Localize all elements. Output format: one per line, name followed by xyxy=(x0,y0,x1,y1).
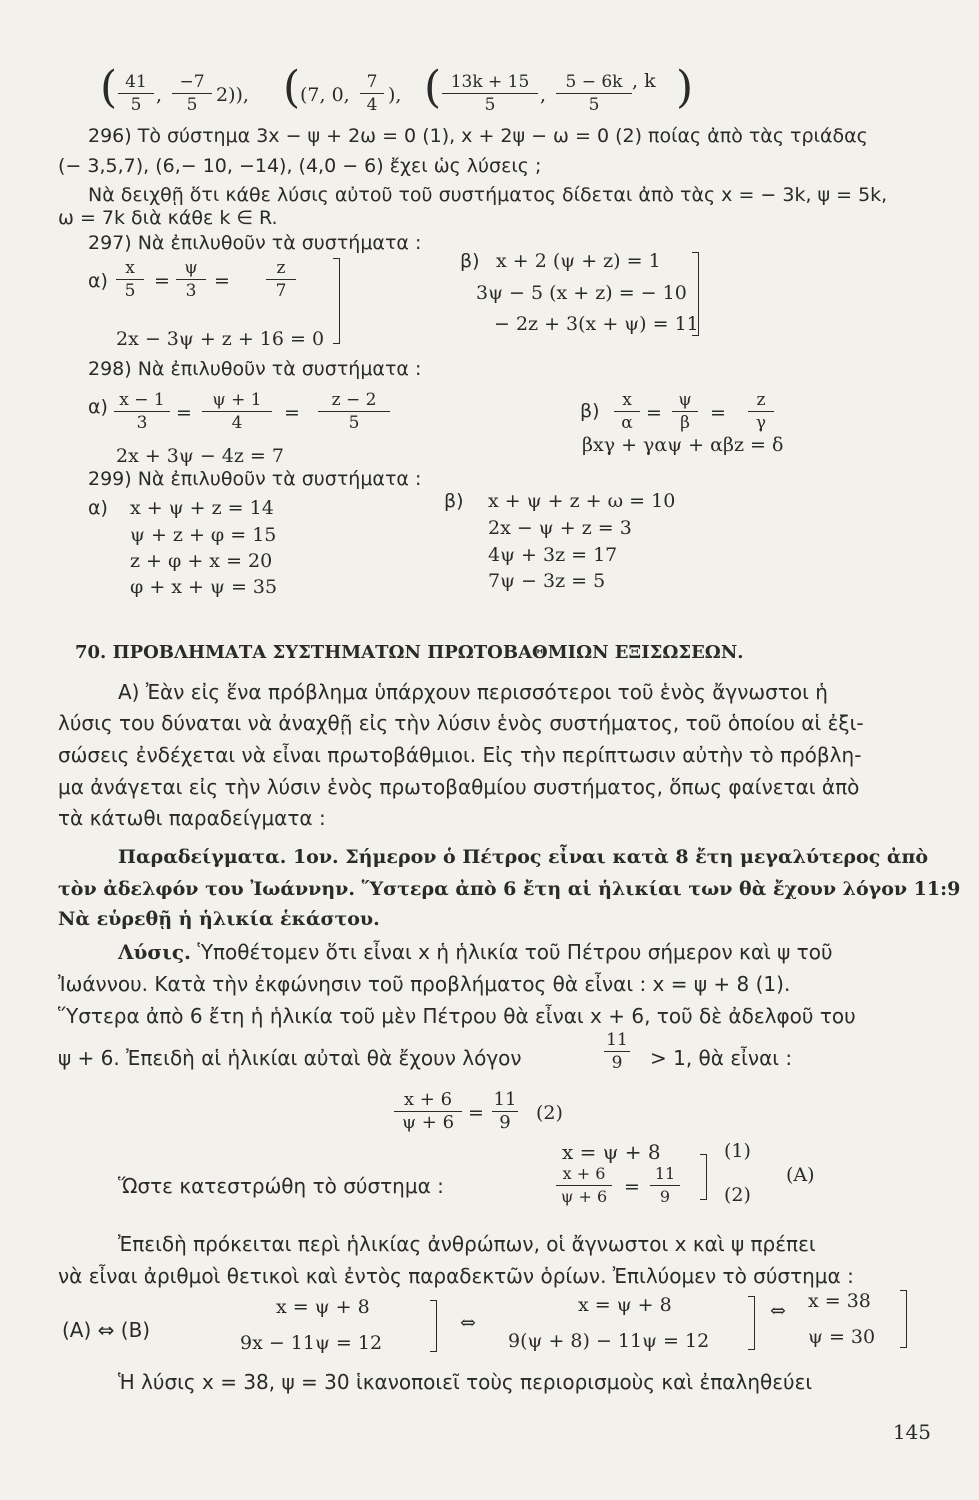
equation: 2x − 3ψ + z + 16 = 0 xyxy=(116,328,325,350)
fraction xyxy=(172,72,212,115)
paragraph-line: Α) Ἐὰν εἰς ἕνα πρόβλημα ὑπάρχουν περισσότεροι τοῦ ἑνὸς ἄγνωστοι ἡ xyxy=(118,680,828,704)
denominator: 5 xyxy=(124,281,136,301)
equals: = xyxy=(646,402,662,424)
equation: − 2z + 3(x + ψ) = 11 xyxy=(494,313,699,335)
denominator: 9 xyxy=(499,1112,511,1133)
equation: 9x − 11ψ = 12 xyxy=(240,1332,383,1354)
numerator: 11 xyxy=(654,1164,676,1183)
comma: , xyxy=(540,84,547,106)
equation: x + ψ + z = 14 xyxy=(130,497,274,519)
equation: 3ψ − 5 (x + z) = − 10 xyxy=(476,282,687,304)
equation: x = ψ + 8 xyxy=(562,1140,661,1164)
system-brace xyxy=(333,258,340,344)
equals: = xyxy=(624,1176,640,1198)
item-label: β) xyxy=(580,400,600,422)
fraction xyxy=(114,390,170,433)
fraction xyxy=(176,258,206,301)
numerator: ψ xyxy=(184,258,198,278)
exercise-299-title: 299) Νὰ ἐπιλυθοῦν τὰ συστήματα : xyxy=(88,468,422,490)
equals: = xyxy=(154,270,170,292)
denominator: 5 xyxy=(484,95,496,115)
exercise-298-title: 298) Νὰ ἐπιλυθοῦν τὰ συστήματα : xyxy=(88,358,422,380)
paragraph-line: Ἐπειδὴ πρόκειται περὶ ἡλικίας ἀνθρώπων, οἱ ἄγνωστοι x καὶ ψ πρέπει xyxy=(118,1232,816,1256)
example-line: Παραδείγματα. 1ον. Σήμερον ὁ Πέτρος εἶναι κατὰ 8 ἔτη μεγαλύτερος ἀπὸ xyxy=(118,846,929,868)
exercise-296-line: ω = 7k διὰ κάθε k ∈ R. xyxy=(58,207,278,229)
system-brace xyxy=(900,1290,907,1348)
exercise-297-title: 297) Νὰ ἐπιλυθοῦν τὰ συστήματα : xyxy=(88,232,422,254)
fraction xyxy=(672,390,698,433)
fraction xyxy=(394,1090,462,1133)
equation: 2x − ψ + z = 3 xyxy=(488,517,632,539)
equation: z + φ + x = 20 xyxy=(130,550,273,572)
fraction xyxy=(614,390,640,433)
numerator: 41 xyxy=(125,72,147,92)
equation: 9(ψ + 8) − 11ψ = 12 xyxy=(508,1330,710,1352)
equation: x + 2 (ψ + z) = 1 xyxy=(496,250,661,272)
equation: x + ψ + z + ω = 10 xyxy=(488,490,676,512)
numerator: 11 xyxy=(493,1089,517,1110)
numerator: x xyxy=(125,258,135,278)
fraction xyxy=(118,72,154,115)
numerator: x + 6 xyxy=(562,1164,606,1183)
denominator: 9 xyxy=(611,1053,623,1073)
equation: 4ψ + 3z = 17 xyxy=(488,544,618,566)
exercise-296-line: 296) Τὸ σύστημα 3x − ψ + 2ω = 0 (1), x + 2ψ − ω = 0 (2) ποίας ἀπὸ τὰς τριάδας xyxy=(88,125,868,147)
equals: = xyxy=(214,270,230,292)
paragraph-line: Ἡ λύσις x = 38, ψ = 30 ἱκανοποιεῖ τοὺς περιορισμοὺς καὶ ἐπαληθεύει xyxy=(118,1370,813,1394)
denominator: β xyxy=(680,413,690,433)
tuple-text: 2)), xyxy=(216,84,249,106)
fraction xyxy=(492,1090,518,1133)
denominator: 4 xyxy=(231,413,243,433)
item-label: β) xyxy=(444,490,464,512)
numerator: 11 xyxy=(606,1030,628,1050)
equals: = xyxy=(710,402,726,424)
paren: ( xyxy=(424,62,442,113)
comma: , xyxy=(156,84,163,106)
section-heading: 70. ΠΡΟΒΛΗΜΑΤΑ ΣΥΣΤΗΜΑΤΩΝ ΠΡΩΤΟΒΑΘΜΙΩΝ ΕΞΙΣΩΣΕΩΝ. xyxy=(75,642,744,663)
system-intro: Ὥστε κατεστρώθη τὸ σύστημα : xyxy=(118,1174,444,1198)
equation-tag: (2) xyxy=(724,1184,751,1206)
equation: ψ + z + φ = 15 xyxy=(130,524,277,546)
paragraph-line: νὰ εἶναι ἀριθμοὶ θετικοὶ καὶ ἐντὸς παραδεκτῶν ὁρίων. Ἐπιλύομεν τὸ σύστημα : xyxy=(58,1264,854,1288)
solution-label: Λύσις. xyxy=(118,940,191,964)
denominator: 5 xyxy=(348,413,360,433)
equals: = xyxy=(284,402,300,424)
denominator: ψ + 6 xyxy=(401,1112,455,1133)
item-label: α) xyxy=(88,396,108,418)
system-brace xyxy=(430,1300,437,1352)
equals: = xyxy=(468,1102,484,1124)
numerator: x xyxy=(622,390,632,410)
fraction xyxy=(748,390,774,433)
fraction xyxy=(360,72,384,115)
equation: x = 38 xyxy=(808,1290,871,1312)
paren: ( xyxy=(100,62,118,113)
equivalence-label: (A) ⇔ (B) xyxy=(62,1318,151,1342)
ratio-text: ψ + 6. Ἐπειδὴ αἱ ἡλικίαι αὐταὶ θὰ ἔχουν λόγον xyxy=(58,1046,522,1070)
denominator: 3 xyxy=(136,413,148,433)
equation-tag: (2) xyxy=(536,1102,563,1124)
denominator: 4 xyxy=(366,95,378,115)
fraction xyxy=(556,72,632,115)
exercise-296-line: Νὰ δειχθῇ ὅτι κάθε λύσις αὐτοῦ τοῦ συστήματος δίδεται ἀπὸ τὰς x = − 3k, ψ = 5k, xyxy=(88,184,888,206)
system-brace xyxy=(748,1296,755,1350)
system-brace xyxy=(700,1154,707,1200)
paragraph-line: τὰ κάτωθι παραδείγματα : xyxy=(58,806,326,830)
fraction xyxy=(116,258,144,301)
equivalence-arrow: ⇔ xyxy=(460,1312,476,1334)
example-line: τὸν ἀδελφόν του Ἰωάννην. Ὕστερα ἀπὸ 6 ἔτη αἱ ἡλικίαι των θὰ ἔχουν λόγον 11:9 xyxy=(58,878,961,900)
item-label: α) xyxy=(88,497,108,519)
example-line: Νὰ εὑρεθῇ ἡ ἡλικία ἑκάστου. xyxy=(58,908,380,930)
numerator: z xyxy=(756,390,766,410)
equation: βxγ + γαψ + αβz = δ xyxy=(582,434,784,456)
equation: 7ψ − 3z = 5 xyxy=(488,570,606,592)
paragraph-line: μα ἀνάγεται εἰς τὴν λύσιν ἑνὸς πρωτοβαθμίου συστήματος, ὅπως φαίνεται ἀπὸ xyxy=(58,775,860,799)
solution-line xyxy=(118,940,833,964)
equivalence-arrow: ⇔ xyxy=(770,1300,786,1322)
fraction xyxy=(442,72,538,115)
solution-line: Ὕστερα ἀπὸ 6 ἔτη ἡ ἡλικία τοῦ μὲν Πέτρου θὰ εἶναι x + 6, τοῦ δὲ ἀδελφοῦ του xyxy=(58,1004,856,1028)
solution-text: Ὑποθέτομεν ὅτι εἶναι x ἡ ἡλικία τοῦ Πέτρου σήμερον καὶ ψ τοῦ xyxy=(190,940,833,964)
numerator: 13k + 15 xyxy=(450,72,530,92)
tuple-text: ), xyxy=(388,84,402,106)
equation-tag: (1) xyxy=(724,1140,751,1162)
fraction xyxy=(266,258,296,301)
equation: x = ψ + 8 xyxy=(276,1296,370,1318)
ratio-text: > 1, θὰ εἶναι : xyxy=(650,1046,793,1070)
denominator: 5 xyxy=(130,95,142,115)
solution-line: Ἰωάννου. Κατὰ τὴν ἐκφώνησιν τοῦ προβλήματος θὰ εἶναι : x = ψ + 8 (1). xyxy=(58,972,791,996)
denominator: 5 xyxy=(588,95,600,115)
paragraph-line: λύσις του δύναται νὰ ἀναχθῇ εἰς τὴν λύσιν ἑνὸς συστήματος, τοῦ ὁποίου αἱ ἐξι- xyxy=(58,711,864,735)
numerator: x + 6 xyxy=(403,1089,453,1110)
denominator: 5 xyxy=(186,95,198,115)
numerator: z xyxy=(276,258,286,278)
fraction xyxy=(318,390,390,433)
denominator: ψ + 6 xyxy=(560,1187,608,1206)
numerator: ψ + 1 xyxy=(212,390,262,410)
equation: φ + x + ψ = 35 xyxy=(130,576,278,598)
numerator: 7 xyxy=(366,72,378,92)
numerator: z − 2 xyxy=(331,390,377,410)
system-label: (A) xyxy=(786,1164,815,1186)
fraction xyxy=(650,1164,680,1207)
numerator: −7 xyxy=(179,72,205,92)
system-brace xyxy=(692,252,699,336)
paren: ( xyxy=(283,62,301,113)
paren: ) xyxy=(676,62,694,113)
equation: x = ψ + 8 xyxy=(578,1294,672,1316)
paragraph-line: σώσεις ἐνδέχεται νὰ εἶναι πρωτοβάθμιοι. Εἰς τὴν περίπτωσιν αὐτὴν τὸ πρόβλη- xyxy=(58,743,862,767)
page-number: 145 xyxy=(892,1420,931,1444)
numerator: 5 − 6k xyxy=(565,72,623,92)
exercise-296-line: (− 3,5,7), (6,− 10, −14), (4,0 − 6) ἔχει ὡς λύσεις ; xyxy=(58,155,542,177)
fraction xyxy=(604,1030,630,1073)
denominator: 9 xyxy=(659,1187,671,1206)
tuple-text: (7, 0, xyxy=(300,84,350,106)
denominator: 7 xyxy=(275,281,287,301)
denominator: γ xyxy=(755,413,767,433)
equals: = xyxy=(176,402,192,424)
fraction xyxy=(202,390,272,433)
denominator: 3 xyxy=(185,281,197,301)
item-label: β) xyxy=(460,250,480,272)
numerator: ψ xyxy=(678,390,692,410)
denominator: α xyxy=(621,413,633,433)
fraction xyxy=(556,1164,612,1207)
numerator: x − 1 xyxy=(119,390,165,410)
equation: 2x + 3ψ − 4z = 7 xyxy=(116,445,284,467)
item-label: α) xyxy=(88,270,108,292)
tuple-text: , k xyxy=(632,70,656,92)
equation: ψ = 30 xyxy=(808,1326,876,1348)
